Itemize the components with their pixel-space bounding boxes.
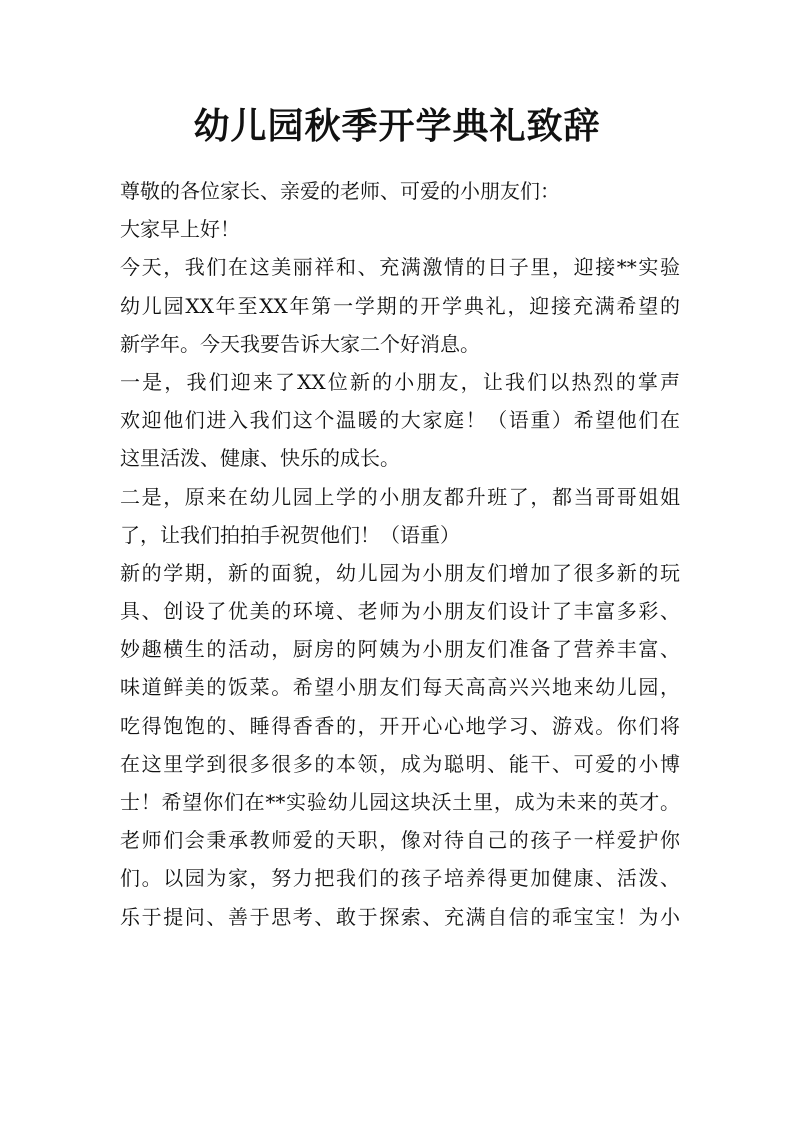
- text-line: 们。以园为家，努力把我们的孩子培养得更加健康、活泼、: [120, 866, 680, 891]
- text-line: 二是，原来在幼儿园上学的小朋友都升班了，都当哥哥姐姐: [120, 484, 680, 509]
- text-line: 大家早上好！: [120, 217, 240, 242]
- text-line: 今天，我们在这美丽祥和、充满激情的日子里，迎接**实验: [120, 255, 680, 280]
- text-line: 吃得饱饱的、睡得香香的，开开心心地学习、游戏。你们将: [120, 713, 680, 738]
- text-line: 欢迎他们进入我们这个温暖的大家庭！（语重）希望他们在: [120, 408, 680, 433]
- text-line: 味道鲜美的饭菜。希望小朋友们每天高高兴兴地来幼儿园，: [120, 675, 680, 700]
- text-line: 幼儿园XX年至XX年第一学期的开学典礼，迎接充满希望的: [120, 293, 680, 318]
- text-line: 了，让我们拍拍手祝贺他们！（语重）: [120, 522, 460, 547]
- text-line: 士！希望你们在**实验幼儿园这块沃土里，成为未来的英才。: [120, 790, 680, 814]
- text-line: 一是，我们迎来了XX位新的小朋友，让我们以热烈的掌声: [120, 369, 680, 394]
- text-line: 老师们会秉承教师爱的天职，像对待自己的孩子一样爱护你: [120, 828, 680, 853]
- text-line: 新学年。今天我要告诉大家二个好消息。: [120, 331, 480, 356]
- text-line: 具、创设了优美的环境、老师为小朋友们设计了丰富多彩、: [120, 599, 680, 624]
- text-line: 乐于提问、善于思考、敢于探索、充满自信的乖宝宝！为小: [120, 904, 680, 929]
- text-line: 这里活泼、健康、快乐的成长。: [120, 446, 400, 471]
- text-line: 新的学期，新的面貌，幼儿园为小朋友们增加了很多新的玩: [120, 560, 680, 585]
- text-line: 尊敬的各位家长、亲爱的老师、可爱的小朋友们：: [120, 179, 560, 203]
- document-body: [120, 172, 680, 936]
- text-line: 在这里学到很多很多的本领，成为聪明、能干、可爱的小博: [120, 751, 680, 776]
- document-title: 幼儿园秋季开学典礼致辞: [193, 105, 601, 147]
- text-line: 妙趣横生的活动，厨房的阿姨为小朋友们准备了营养丰富、: [120, 637, 680, 662]
